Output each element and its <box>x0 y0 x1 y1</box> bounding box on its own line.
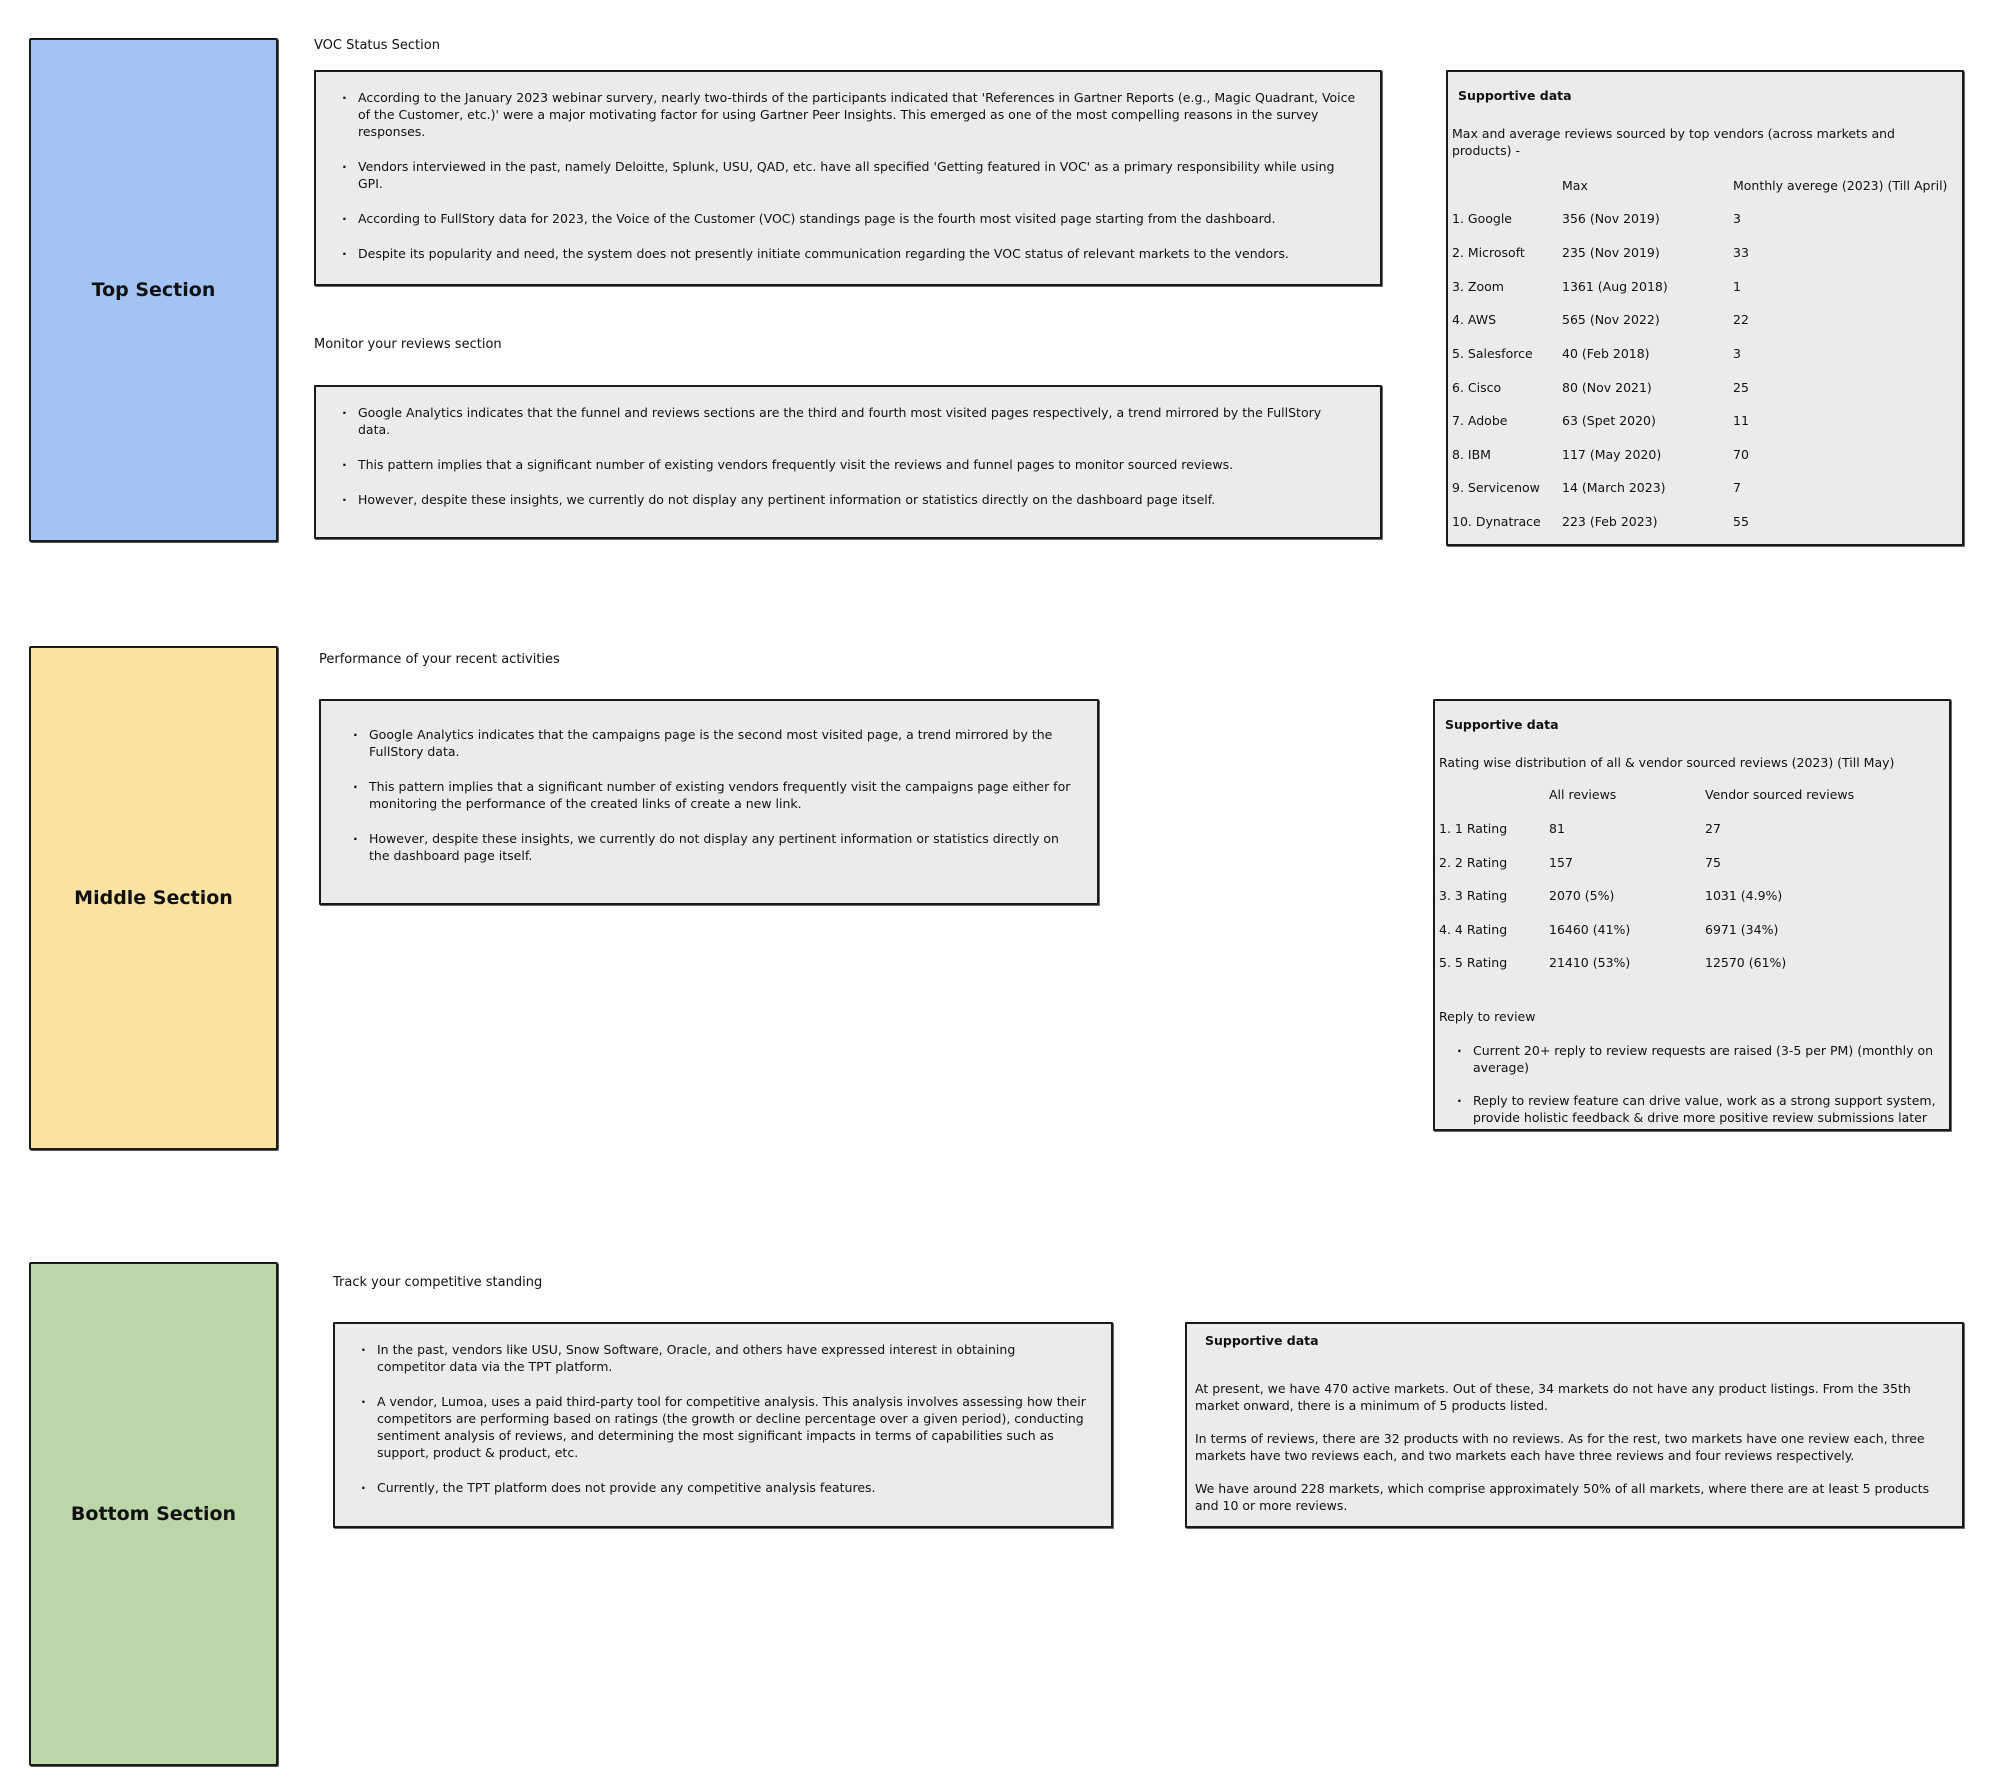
all-cell: 2070 (5%) <box>1549 888 1615 903</box>
list-item: · A vendor, Lumoa, uses a paid third-party tool for competitive analysis. This analysis involves assessing how their competitors are performing based on ratings (the growth or decline percentage over a given period), conducting sentiment analysis of reviews, and determining the most significant impacts in terms of capabilities such as support, product & product, etc. <box>361 1393 1087 1461</box>
middle-section-panel <box>29 646 278 1150</box>
monitor-box <box>314 385 1382 539</box>
competitive-box <box>333 1322 1113 1528</box>
list-item: · Google Analytics indicates that the funnel and reviews sections are the third and fourth most visited pages respectively, a trend mirrored by the FullStory data. <box>342 404 1356 438</box>
vendor-cell: 9. Servicenow <box>1452 480 1540 495</box>
vendor-cell: 75 <box>1705 855 1721 870</box>
list-item: · Currently, the TPT platform does not provide any competitive analysis features. <box>361 1479 1087 1496</box>
list-item: · According to FullStory data for 2023, the Voice of the Customer (VOC) standings page is the fourth most visited page starting from the dashboard. <box>342 210 1356 227</box>
monitor-title: Monitor your reviews section <box>314 337 502 352</box>
vendor-cell: 2. Microsoft <box>1452 245 1525 260</box>
competitive-bullets <box>361 1341 1087 1496</box>
supportive-title: Supportive data <box>1458 88 1572 103</box>
voc-bullets <box>342 89 1356 262</box>
supportive-paragraph: At present, we have 470 active markets. Out of these, 34 markets do not have any product listings. From the 35th market onward, there is a minimum of 5 products listed. <box>1195 1381 1911 1413</box>
avg-cell: 1 <box>1733 279 1741 294</box>
avg-cell: 3 <box>1733 346 1741 361</box>
performance-title: Performance of your recent activities <box>319 652 560 667</box>
voc-title: VOC Status Section <box>314 38 440 53</box>
header-all: All reviews <box>1549 787 1617 802</box>
max-cell: 63 (Spet 2020) <box>1562 413 1656 428</box>
header-monthly: Monthly averege (2023) (Till April) <box>1733 178 1948 193</box>
header-max: Max <box>1562 178 1588 193</box>
max-cell: 40 (Feb 2018) <box>1562 346 1650 361</box>
middle-section-label: Middle Section <box>74 887 233 909</box>
list-item: · Despite its popularity and need, the system does not presently initiate communication regarding the VOC status of relevant markets to the vendors. <box>342 245 1356 262</box>
avg-cell: 7 <box>1733 480 1741 495</box>
monitor-bullets <box>342 404 1356 508</box>
list-item: · Reply to review feature can drive value, work as a strong support system, provide holistic feedback & drive more positive review submissions later <box>1457 1092 1937 1126</box>
max-cell: 14 (March 2023) <box>1562 480 1666 495</box>
supportive-title: Supportive data <box>1205 1333 1319 1348</box>
vendor-cell: 6971 (34%) <box>1705 922 1779 937</box>
list-item: · This pattern implies that a significant number of existing vendors frequently visit the campaigns page either for monitoring the performance of the created links of create a new link. <box>353 778 1073 812</box>
vendor-cell: 12570 (61%) <box>1705 955 1787 970</box>
vendor-cell: 5. Salesforce <box>1452 346 1533 361</box>
supportive-paragraph: We have around 228 markets, which comprise approximately 50% of all markets, where there are at least 5 products and 10 or more reviews. <box>1195 1481 1930 1513</box>
avg-cell: 3 <box>1733 211 1741 226</box>
bottom-supportive-box <box>1185 1322 1964 1528</box>
all-cell: 81 <box>1549 821 1565 836</box>
middle-supportive-box <box>1433 699 1951 1131</box>
avg-cell: 22 <box>1733 312 1749 327</box>
max-cell: 356 (Nov 2019) <box>1562 211 1660 226</box>
top-section-label: Top Section <box>91 279 216 301</box>
avg-cell: 33 <box>1733 245 1749 260</box>
top-section-panel <box>29 38 278 542</box>
supportive-intro: Max and average reviews sourced by top vendors (across markets and products) - <box>1452 126 1895 158</box>
max-cell: 80 (Nov 2021) <box>1562 380 1652 395</box>
vendor-cell: 27 <box>1705 821 1721 836</box>
list-item: · In the past, vendors like USU, Snow Software, Oracle, and others have expressed interest in obtaining competitor data via the TPT platform. <box>361 1341 1087 1375</box>
reply-bullets <box>1457 1042 1937 1126</box>
max-cell: 1361 (Aug 2018) <box>1562 279 1668 294</box>
vendor-cell: 6. Cisco <box>1452 380 1502 395</box>
rating-cell: 2. 2 Rating <box>1439 855 1508 870</box>
list-item: · However, despite these insights, we currently do not display any pertinent information or statistics directly on the dashboard page itself. <box>342 491 1356 508</box>
vendor-cell: 3. Zoom <box>1452 279 1504 294</box>
all-cell: 157 <box>1549 855 1573 870</box>
max-cell: 235 (Nov 2019) <box>1562 245 1660 260</box>
vendor-cell: 4. AWS <box>1452 312 1497 327</box>
list-item: · Current 20+ reply to review requests are raised (3-5 per PM) (monthly on average) <box>1457 1042 1937 1076</box>
header-vendor: Vendor sourced reviews <box>1705 787 1855 802</box>
performance-box <box>319 699 1099 905</box>
top-supportive-box <box>1446 70 1964 546</box>
max-cell: 565 (Nov 2022) <box>1562 312 1660 327</box>
voc-box <box>314 70 1382 286</box>
list-item: · However, despite these insights, we currently do not display any pertinent information or statistics directly on the dashboard page itself. <box>353 830 1073 864</box>
competitive-title: Track your competitive standing <box>333 1275 543 1290</box>
max-cell: 117 (May 2020) <box>1562 447 1662 462</box>
rating-cell: 3. 3 Rating <box>1439 888 1508 903</box>
rating-cell: 1. 1 Rating <box>1439 821 1508 836</box>
vendor-cell: 8. IBM <box>1452 447 1491 462</box>
all-cell: 21410 (53%) <box>1549 955 1631 970</box>
rating-cell: 5. 5 Rating <box>1439 955 1508 970</box>
list-item: · Vendors interviewed in the past, namely Deloitte, Splunk, USU, QAD, etc. have all specified 'Getting featured in VOC' as a primary responsibility while using GPI. <box>342 158 1356 192</box>
avg-cell: 70 <box>1733 447 1749 462</box>
supportive-title: Supportive data <box>1445 717 1559 732</box>
list-item: · Google Analytics indicates that the campaigns page is the second most visited page, a trend mirrored by the FullStory data. <box>353 726 1073 760</box>
bottom-section-panel <box>29 1262 278 1766</box>
supportive-paragraph: In terms of reviews, there are 32 products with no reviews. As for the rest, two markets have one review each, three markets have two reviews each, and two markets each have three reviews and four reviews respectively. <box>1195 1431 1925 1463</box>
all-cell: 16460 (41%) <box>1549 922 1631 937</box>
vendor-cell: 1031 (4.9%) <box>1705 888 1783 903</box>
vendor-cell: 7. Adobe <box>1452 413 1508 428</box>
vendor-cell: 10. Dynatrace <box>1452 514 1541 529</box>
bottom-section-label: Bottom Section <box>70 1503 237 1525</box>
rating-cell: 4. 4 Rating <box>1439 922 1508 937</box>
reply-title: Reply to review <box>1439 1009 1536 1024</box>
vendor-cell: 1. Google <box>1452 211 1512 226</box>
avg-cell: 55 <box>1733 514 1749 529</box>
max-cell: 223 (Feb 2023) <box>1562 514 1658 529</box>
list-item: · This pattern implies that a significant number of existing vendors frequently visit the reviews and funnel pages to monitor sourced reviews. <box>342 456 1356 473</box>
avg-cell: 11 <box>1733 413 1749 428</box>
supportive-paragraphs <box>1195 1380 1955 1530</box>
list-item: · According to the January 2023 webinar survery, nearly two-thirds of the participants indicated that 'References in Gartner Reports (e.g., Magic Quadrant, Voice of the Customer, etc.)' were a major motivating factor for using Gartner Peer Insights. This emerged as one of the most compelling reasons in the survey responses. <box>342 89 1356 140</box>
supportive-intro: Rating wise distribution of all & vendor sourced reviews (2023) (Till May) <box>1439 755 1895 770</box>
avg-cell: 25 <box>1733 380 1749 395</box>
performance-bullets <box>353 726 1073 864</box>
